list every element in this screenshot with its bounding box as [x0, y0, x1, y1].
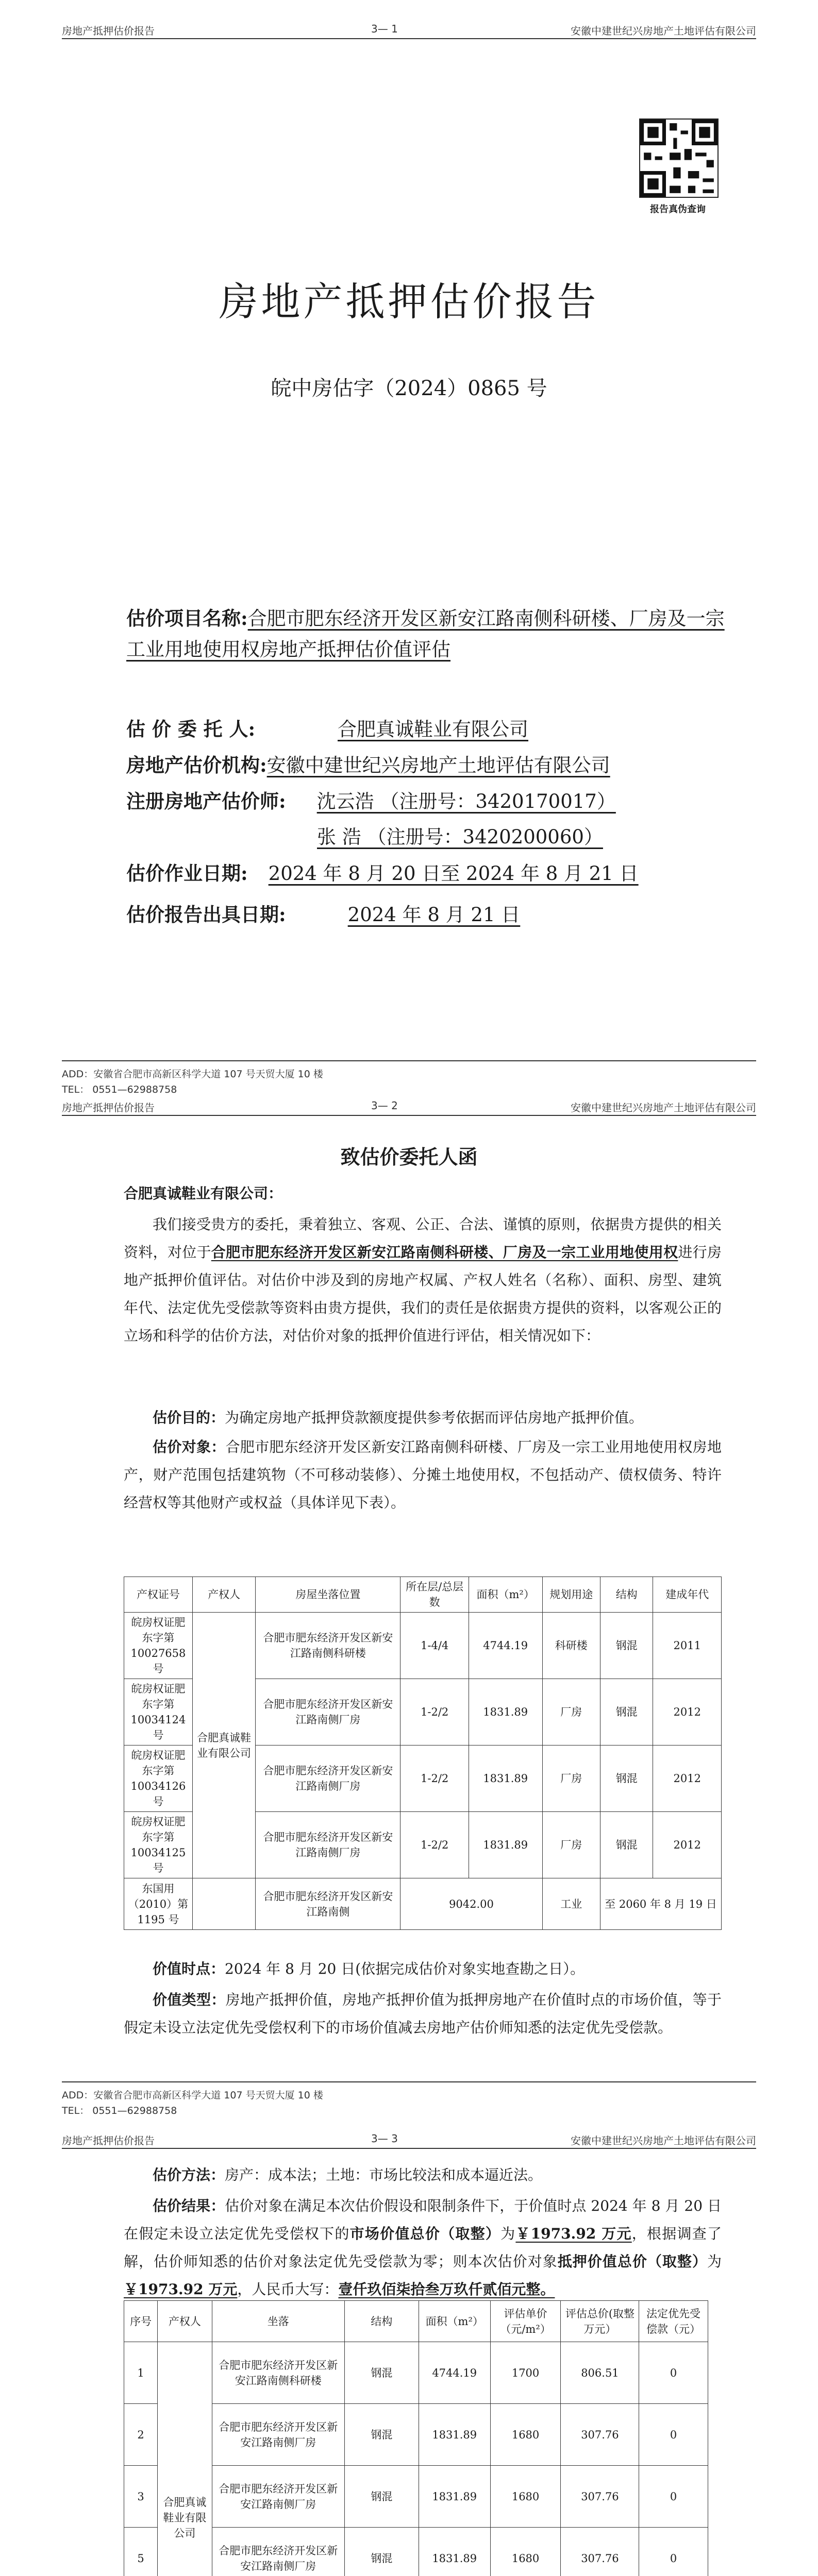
result-text: 为 — [707, 2253, 722, 2270]
cell: 厂房 — [542, 1812, 600, 1878]
cell: 1831.89 — [469, 1812, 542, 1878]
cell: 307.76 — [561, 2528, 639, 2576]
table-header-row — [124, 2301, 722, 2342]
object-label: 估价对象： — [153, 1438, 226, 1455]
cell: 至 2060 年 8 月 19 日 — [600, 1878, 721, 1930]
type-label: 价值类型： — [153, 1991, 226, 2008]
letter-addressee: 合肥真诚鞋业有限公司： — [124, 1185, 283, 1202]
object-text: 合肥市肥东经济开发区新安江路南侧科研楼、厂房及一宗工业用地使用权房地产，财产范围包括建筑物（不可移动装修）、分摊土地使用权，不包括动产、债权债务、特许经营权等其他财产或权益（具体详见下表）。 — [124, 1438, 722, 1511]
header-page-number: 3— 2 — [371, 1099, 398, 1112]
result-market-value-label: 市场价值总价（取整） — [349, 2225, 501, 2242]
cell: 钢混 — [600, 1613, 653, 1679]
qr-code[interactable] — [639, 118, 719, 198]
cover-info-agency — [126, 750, 734, 781]
result-text: ，人民币大写： — [237, 2281, 339, 2298]
header-left: 房地产抵押估价报告 — [62, 1101, 155, 1114]
cell: 1831.89 — [419, 2404, 490, 2466]
date-label: 价值时点： — [153, 1960, 225, 1977]
method-label: 估价方法： — [153, 2166, 225, 2183]
cell: 合肥市肥东经济开发区新安江路南侧厂房 — [212, 2404, 344, 2466]
col-unit-price: 评估单价（元/m²） — [490, 2301, 561, 2342]
info-row-project — [126, 603, 734, 665]
letter-result — [124, 2192, 722, 2303]
document-number: 皖中房估字（2024）0865 号 — [271, 377, 547, 400]
header-left: 房地产抵押估价报告 — [62, 2134, 155, 2147]
cell: 1700 — [490, 2342, 561, 2404]
col-structure: 结构 — [344, 2301, 419, 2342]
purpose-label: 估价目的： — [153, 1409, 225, 1426]
result-text: ，根据调查了解，估价师知悉的估价对象法定优先受偿款为零；则本次估价对象 — [124, 2225, 722, 2270]
cell: 1831.89 — [469, 1679, 542, 1745]
cell: 1680 — [490, 2528, 561, 2576]
header-left: 房地产抵押估价报告 — [62, 25, 155, 37]
info-value: 沈云浩 （注册号：3420170017） — [316, 790, 616, 812]
col-cert: 产权证号 — [124, 1577, 193, 1613]
page-header — [62, 2130, 756, 2149]
cover-info-client — [126, 714, 734, 745]
letter-method — [124, 2161, 722, 2189]
result-mortgage-value: ￥1973.92 万元 — [124, 2281, 238, 2298]
footer-tel: TEL： 0551—62988758 — [62, 2105, 177, 2116]
cell: 0 — [639, 2342, 708, 2404]
table-row — [124, 2528, 722, 2576]
header-page-number: 3— 3 — [371, 2132, 398, 2145]
cell: 皖房权证肥东字第 10034124 号 — [124, 1679, 193, 1745]
cell: 工业 — [542, 1878, 600, 1930]
cell: 合肥市肥东经济开发区新安江路南侧 — [256, 1878, 400, 1930]
table-row-land — [124, 1878, 722, 1930]
cell: 合肥市肥东经济开发区新安江路南侧科研楼 — [212, 2342, 344, 2404]
cell: 钢混 — [344, 2528, 419, 2576]
cell: 5 — [124, 2528, 158, 2576]
info-label: 估价项目名称: — [126, 607, 248, 630]
cell: 806.51 — [561, 2342, 639, 2404]
cell: 1831.89 — [469, 1745, 542, 1812]
info-value: 合肥真诚鞋业有限公司 — [338, 718, 528, 740]
cell: 1-2/2 — [400, 1745, 469, 1812]
table-row — [124, 2404, 722, 2466]
info-label: 估 价 委 托 人: — [126, 718, 256, 740]
cell: 皖房权证肥东字第 10034126 号 — [124, 1745, 193, 1812]
cell: 厂房 — [542, 1745, 600, 1812]
cell: 3 — [124, 2466, 158, 2528]
intro-subject: 合肥市肥东经济开发区新安江路南侧科研楼、厂房及一宗工业用地使用权 — [211, 1244, 678, 1261]
letter-object — [124, 1433, 722, 1517]
intro-text-2: 进行房地产抵押价值评估。对估价中涉及到的房地产权属、产权人姓名（名称）、面积、房型、建筑年代、法定优先受偿款等资料由贵方提供，我们的责任是依据贵方提供的资料，以客观公正的立场和科学的估价方法，对估价对象的抵押价值进行评估，相关情况如下： — [124, 1244, 722, 1344]
method-text: 房产：成本法；土地：市场比较法和成本逼近法。 — [225, 2166, 543, 2183]
info-value: 张 浩 （注册号：3420200060） — [317, 826, 603, 848]
cell-empty — [192, 1878, 255, 1930]
info-label: 估价报告出具日期: — [126, 903, 286, 926]
cover-info-appraiser-1 — [126, 786, 734, 817]
col-priority: 法定优先受偿款（元） — [639, 2301, 708, 2342]
cell-owner: 合肥真诚鞋业有限公司 — [158, 2342, 212, 2576]
table-row — [124, 2342, 722, 2404]
cell: 4744.19 — [419, 2342, 490, 2404]
property-table — [124, 1577, 722, 1930]
cell: 1831.89 — [419, 2466, 490, 2528]
header-right: 安徽中建世纪兴房地产土地评估有限公司 — [571, 1101, 756, 1114]
result-amount-in-words: 壹仟玖佰柒拾叁万玖仟贰佰元整。 — [338, 2281, 555, 2298]
col-owner: 产权人 — [192, 1577, 255, 1613]
cover-info — [126, 603, 734, 665]
cell: 0 — [639, 2466, 708, 2528]
cell: 4744.19 — [469, 1613, 542, 1679]
cell: 科研楼 — [542, 1613, 600, 1679]
page-header — [62, 21, 756, 39]
cell: 1831.89 — [419, 2528, 490, 2576]
cell: 钢混 — [344, 2342, 419, 2404]
date-text: 2024 年 8 月 20 日(依据完成估价对象实地查勘之日）。 — [225, 1960, 585, 1977]
cell: 皖房权证肥东字第 10027658 号 — [124, 1613, 193, 1679]
col-structure: 结构 — [600, 1577, 653, 1613]
cell: 皖房权证肥东字第 10034125 号 — [124, 1812, 193, 1878]
col-total: 评估总价(取整万元） — [561, 2301, 639, 2342]
cell: 1-2/2 — [400, 1679, 469, 1745]
letter-purpose — [124, 1404, 722, 1432]
report-title: 房地产抵押估价报告 — [219, 279, 599, 325]
cell: 1-2/2 — [400, 1812, 469, 1878]
cell: 厂房 — [542, 1679, 600, 1745]
valuation-table — [124, 2300, 722, 2576]
col-owner: 产权人 — [158, 2301, 212, 2342]
cell: 2012 — [653, 1745, 722, 1812]
info-label: 注册房地产估价师: — [126, 790, 286, 812]
table-row — [124, 1613, 722, 1679]
col-year: 建成年代 — [653, 1577, 722, 1613]
cell: 钢混 — [344, 2466, 419, 2528]
purpose-text: 为确定房地产抵押贷款额度提供参考依据而评估房地产抵押价值。 — [225, 1409, 644, 1426]
cell: 1-4/4 — [400, 1613, 469, 1679]
cell: 2 — [124, 2404, 158, 2466]
cell: 钢混 — [344, 2404, 419, 2466]
type-text: 房地产抵押价值，房地产抵押价值为抵押房地产在价值时点的市场价值，等于假定未设立法定优先受偿权利下的市场价值减去房地产估价师知悉的法定优先受偿款。 — [124, 1991, 722, 2036]
info-value: 2024 年 8 月 21 日 — [347, 904, 521, 926]
col-area: 面积（m²） — [469, 1577, 542, 1613]
cell: 东国用（2010）第 1195 号 — [124, 1878, 193, 1930]
header-page-number: 3— 1 — [371, 23, 398, 35]
result-text: 估价对象在满足本次估价假设和限制条件下，于价值时点 2024 年 8 月 20 日在假定未设立法定优先受偿权下的 — [124, 2197, 722, 2242]
info-value: 2024 年 8 月 20 日至 2024 年 8 月 21 日 — [268, 862, 639, 885]
cell: 0 — [639, 2404, 708, 2466]
cell: 合肥市肥东经济开发区新安江路南侧厂房 — [212, 2466, 344, 2528]
result-label: 估价结果： — [153, 2197, 225, 2214]
cell: 合肥市肥东经济开发区新安江路南侧厂房 — [212, 2528, 344, 2576]
intro-text: 我们接受贵方的委托，秉着独立、客观、公正、合法、谨慎的原则，依据贵方提供的相关资料，对位于 — [124, 1216, 722, 1261]
cell: 1 — [124, 2342, 158, 2404]
col-area: 面积（m²） — [419, 2301, 490, 2342]
cell: 钢混 — [600, 1679, 653, 1745]
result-market-value: ￥1973.92 万元 — [515, 2225, 632, 2242]
cell: 9042.00 — [400, 1878, 542, 1930]
footer-address: ADD：安徽省合肥市高新区科学大道 107 号天贸大厦 10 楼 — [62, 2090, 323, 2101]
col-location: 坐落 — [212, 2301, 344, 2342]
cell: 合肥市肥东经济开发区新安江路南侧厂房 — [256, 1812, 400, 1878]
cell: 1680 — [490, 2404, 561, 2466]
cover-info-issue-date — [126, 899, 734, 930]
cell: 合肥市肥东经济开发区新安江路南侧科研楼 — [256, 1613, 400, 1679]
col-use: 规划用途 — [542, 1577, 600, 1613]
cover-info-work-date — [126, 858, 734, 889]
letter-value-date — [124, 1955, 722, 1983]
page-1 — [0, 0, 818, 1095]
footer-tel: TEL： 0551—62988758 — [62, 1084, 177, 1095]
cell: 307.76 — [561, 2466, 639, 2528]
cell: 0 — [639, 2528, 708, 2576]
page-footer — [62, 2081, 756, 2119]
info-value: 安徽中建世纪兴房地产土地评估有限公司 — [266, 754, 610, 776]
letter-title: 致估价委托人函 — [340, 1145, 478, 1168]
result-mortgage-value-label: 抵押价值总价（取整） — [557, 2253, 707, 2270]
result-text: 为 — [500, 2225, 516, 2242]
cell: 2011 — [653, 1613, 722, 1679]
table-row — [124, 2466, 722, 2528]
header-right: 安徽中建世纪兴房地产土地评估有限公司 — [571, 25, 756, 37]
cover-info-appraiser-2 — [126, 822, 734, 853]
cell-owner: 合肥真诚鞋业有限公司 — [192, 1613, 255, 1878]
col-floor: 所在层/总层数 — [400, 1577, 469, 1613]
footer-address: ADD：安徽省合肥市高新区科学大道 107 号天贸大厦 10 楼 — [62, 1069, 323, 1080]
cell: 2012 — [653, 1679, 722, 1745]
page-footer — [62, 1060, 756, 1097]
cell: 合肥市肥东经济开发区新安江路南侧厂房 — [256, 1745, 400, 1812]
col-location: 房屋坐落位置 — [256, 1577, 400, 1613]
letter-intro — [124, 1211, 722, 1350]
col-no: 序号 — [124, 2301, 158, 2342]
letter-value-type — [124, 1986, 722, 2042]
info-value: 合肥市肥东经济开发区新安江路南侧科研楼、厂房及一宗工业用地使用权房地产抵押估价值评估 — [126, 607, 725, 660]
cell: 钢混 — [600, 1812, 653, 1878]
page-header — [62, 1097, 756, 1116]
info-label: 房地产估价机构: — [126, 754, 267, 776]
qr-caption: 报告真伪查询 — [650, 204, 706, 215]
cell: 2012 — [653, 1812, 722, 1878]
table-header-row — [124, 1577, 722, 1613]
cell: 1680 — [490, 2466, 561, 2528]
cell: 合肥市肥东经济开发区新安江路南侧厂房 — [256, 1679, 400, 1745]
header-right: 安徽中建世纪兴房地产土地评估有限公司 — [571, 2134, 756, 2147]
info-label: 估价作业日期: — [126, 862, 248, 885]
cell: 307.76 — [561, 2404, 639, 2466]
cell: 钢混 — [600, 1745, 653, 1812]
